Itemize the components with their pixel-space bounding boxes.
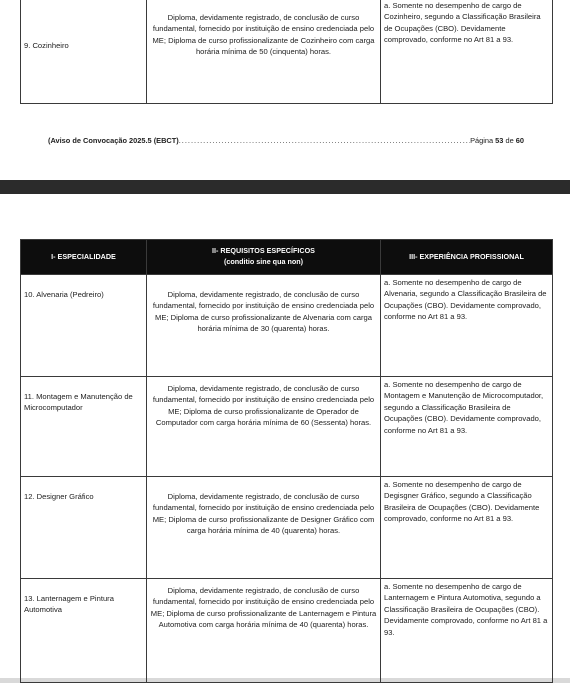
experience-cell: a. Somente no desempenho de cargo de Montagem e Manutenção de Microcomputador, segundo a Classificação Brasileira de Ocupações (CBO). Devidamente comprovado, conforme no Art 81 a 93. — [381, 377, 553, 477]
footer-notice: (Aviso de Convocação 2025.5 (EBCT) — [48, 136, 179, 145]
specialty-cell: 10. Alvenaria (Pedreiro) — [21, 275, 147, 377]
specialty-cell: 11. Montagem e Manutenção de Microcomputador — [21, 377, 147, 477]
document-page-bottom — [0, 194, 570, 678]
requirement-cell: Diploma, devidamente registrado, de conclusão de curso fundamental, fornecido por instituição de ensino credenciada pelo ME; Diploma de curso profissionalizante de Operador de Computador com carga horária mínima de 60 (Sessenta) horas. — [147, 377, 381, 477]
specialty-cell: 13. Lanternagem e Pintura Automotiva — [21, 579, 147, 683]
requirement-cell: Diploma, devidamente registrado, de conclusão de curso fundamental, fornecido por instituição de ensino credenciada pelo ME; Diploma de curso profissionalizante de Lanternagem e Pintura Automotiva com carga horária mínima de 40 (quarenta) horas. — [147, 579, 381, 683]
experience-cell: a. Somente no desempenho de cargo de Cozinheiro, segundo a Classificação Brasileira de Ocupações (CBO). Devidamente comprovado, conforme no Art 81 a 93. — [381, 0, 553, 104]
specialty-cell: 12. Designer Gráfico — [21, 477, 147, 579]
experience-cell: a. Somente no desempenho de cargo de Alvenaria, segundo a Classificação Brasileira de Ocupações (CBO). Devidamente comprovado, conforme no Art 81 a 93. — [381, 275, 553, 377]
requirements-table-continued — [20, 0, 553, 104]
requirements-table — [20, 239, 553, 683]
footer-page-number: Página 53 de 60 — [470, 136, 524, 145]
document-page-top — [0, 0, 570, 180]
table-row — [21, 377, 553, 477]
experience-cell: a. Somente no desempenho de cargo de Lanternagem e Pintura Automotiva, segundo a Classificação Brasileira de Ocupações (CBO). Devidamente comprovado, conforme no Art 81 a 93. — [381, 579, 553, 683]
header-requirements: II- REQUISITOS ESPECÍFICOS (conditio sine qua non) — [147, 240, 381, 275]
specialty-cell: 9. Cozinheiro — [21, 0, 147, 104]
footer-leader-dots — [179, 136, 470, 145]
requirement-cell: Diploma, devidamente registrado, de conclusão de curso fundamental, fornecido por instituição de ensino credenciada pelo ME; Diploma de curso profissionalizante de Cozinheiro com carga horária mínima de 50 (cinquenta) horas. — [147, 0, 381, 104]
page-separator — [0, 180, 570, 194]
header-experience: III- EXPERIÊNCIA PROFISSIONAL — [381, 240, 553, 275]
table-header-row — [21, 240, 553, 275]
table-row — [21, 275, 553, 377]
table-row — [21, 579, 553, 683]
table-row — [21, 0, 553, 104]
page-footer — [48, 136, 524, 145]
header-specialty: I- ESPECIALIDADE — [21, 240, 147, 275]
requirement-cell: Diploma, devidamente registrado, de conclusão de curso fundamental, fornecido por instituição de ensino credenciada pelo ME; Diploma de curso profissionalizante de Designer Gráfico com carga horária mínima de 40 (quarenta) horas. — [147, 477, 381, 579]
table-row — [21, 477, 553, 579]
experience-cell: a. Somente no desempenho de cargo de Degisgner Gráfico, segundo a Classificação Brasileira de Ocupações (CBO). Devidamente comprovado, conforme no Art 81 a 93. — [381, 477, 553, 579]
requirement-cell: Diploma, devidamente registrado, de conclusão de curso fundamental, fornecido por instituição de ensino credenciada pelo ME; Diploma de curso profissionalizante de Alvenaria com carga horária mínima de 30 (quarenta) horas. — [147, 275, 381, 377]
